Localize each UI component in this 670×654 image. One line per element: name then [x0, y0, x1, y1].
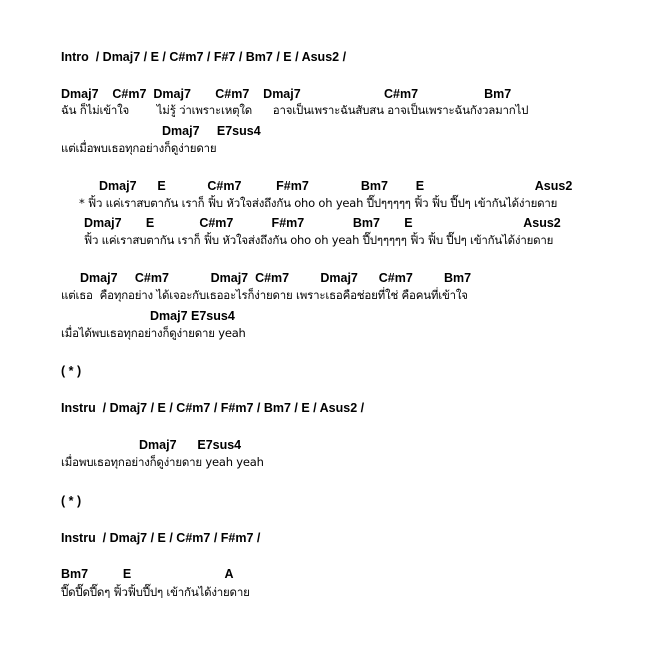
lyric-line: ฉัน ก็ไม่เข้าใจ ไม่รู้ ว่าเพราะเหตุใด อาจเป็นเพราะฉันสับสน อาจเป็นเพราะฉันกังวลมากไป: [61, 103, 529, 117]
repeat-marker: ( * ): [61, 494, 82, 508]
chord-line: Dmaj7 C#m7 Dmaj7 C#m7 Dmaj7 C#m7 Bm7: [80, 271, 472, 285]
intro-line: Intro / Dmaj7 / E / C#m7 / F#7 / Bm7 / E / Asus2 /: [61, 50, 347, 64]
chorus-chord-line: Dmaj7 E C#m7 F#m7 Bm7 E Asus2: [84, 216, 561, 230]
lyric-line: เมื่อพบเธอทุกอย่างก็ดูง่ายดาย yeah yeah: [61, 455, 264, 469]
chord-line: Dmaj7 E7sus4: [139, 438, 242, 452]
outro-lyric-line: ปี๊ดปี๊ดปี๊ดๆ ฟิ้วฟิ้บปี๊ปๆ เข้ากันได้ง่ายดาย: [61, 585, 250, 599]
chord-line: Dmaj7 E7sus4: [162, 124, 261, 138]
chorus-lyric-line: ฟิ้ว แค่เราสบตากัน เราก็ ฟิ้บ หัวใจส่งถึงกัน oho oh yeah ปี๊ปๆๆๆๆๆ ฟิ้ว ฟิ้บ ปี๊ปๆ เข้ากันได้ง่ายดาย: [84, 233, 554, 247]
chord-line: Dmaj7 C#m7 Dmaj7 C#m7 Dmaj7 C#m7 Bm7: [61, 87, 512, 101]
instru-line: Instru / Dmaj7 / E / C#m7 / F#m7 / Bm7 / E / Asus2 /: [61, 401, 365, 415]
lyric-line: แต่เธอ คือทุกอย่าง ได้เจอะกับเธออะไรก็ง่ายดาย เพราะเธอคือช่อยที่ใช่ คือคนที่เข้าใจ: [61, 288, 468, 302]
chorus-lyric-line: * ฟิ้ว แค่เราสบตากัน เราก็ ฟิ้บ หัวใจส่งถึงกัน oho oh yeah ปี๊ปๆๆๆๆๆ ฟิ้ว ฟิ้บ ปี๊ปๆ เข้ากันได้ง่ายดาย: [79, 196, 558, 210]
chord-line: Dmaj7 E7sus4: [150, 309, 235, 323]
chorus-chord-line: Dmaj7 E C#m7 F#m7 Bm7 E Asus2: [99, 179, 573, 193]
lyric-line: แต่เมื่อพบเธอทุกอย่างก็ดูง่ายดาย: [61, 141, 217, 155]
instru-line: Instru / Dmaj7 / E / C#m7 / F#m7 /: [61, 531, 261, 545]
repeat-marker: ( * ): [61, 364, 82, 378]
lyric-line: เมื่อได้พบเธอทุกอย่างก็ดูง่ายดาย yeah: [61, 326, 246, 340]
outro-chord-line: Bm7 E A: [61, 567, 234, 581]
